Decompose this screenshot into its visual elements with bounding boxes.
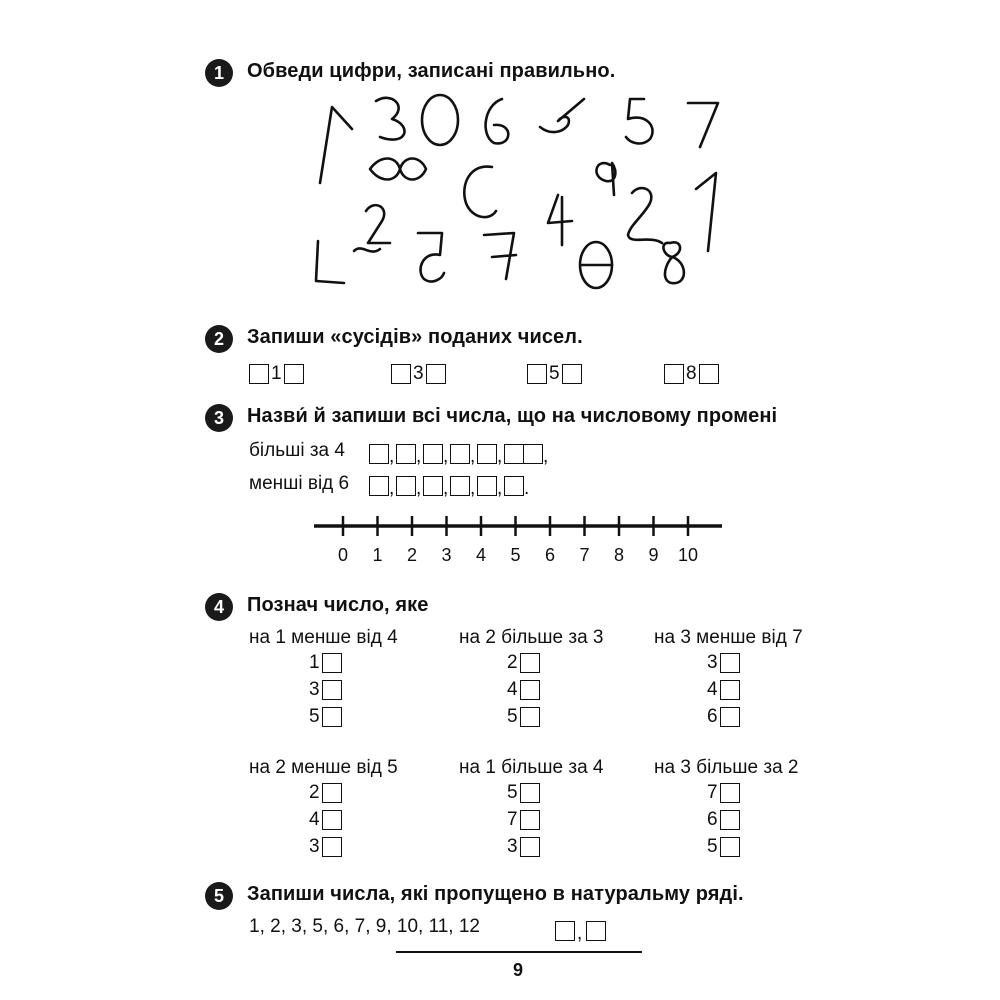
digit-1	[696, 173, 716, 251]
choice-checkbox[interactable]	[322, 707, 342, 727]
choice-checkbox[interactable]	[720, 837, 740, 857]
choice-group-label: на 2 більше за 3	[459, 627, 604, 648]
choice-checkbox[interactable]	[322, 837, 342, 857]
answer-box-right[interactable]	[284, 364, 304, 384]
neighbors-item-4	[664, 363, 719, 385]
choice-option-number: 3	[309, 836, 320, 857]
number-line-label: 9	[648, 545, 659, 565]
choice-option-number: 5	[507, 782, 518, 803]
task-4-number: 4	[205, 593, 233, 621]
number-line-label: 10	[677, 545, 699, 565]
choice-option-number: 7	[707, 782, 718, 803]
choice-checkbox[interactable]	[520, 837, 540, 857]
choice-option[interactable]	[707, 809, 740, 831]
choice-option-number: 4	[507, 679, 518, 700]
neighbor-number: 1	[271, 363, 282, 384]
handwritten-digits-illustration	[300, 85, 740, 305]
period: .	[524, 478, 530, 499]
footer-rule	[396, 951, 642, 953]
number-line-label: 3	[441, 545, 452, 565]
answer-box-right[interactable]	[562, 364, 582, 384]
answer-box-right[interactable]	[699, 364, 719, 384]
digit-mirrored-5	[418, 233, 444, 281]
neighbor-number: 3	[413, 363, 424, 384]
choice-option-number: 3	[309, 679, 320, 700]
number-line-label: 0	[337, 545, 348, 565]
answer-box-left[interactable]	[391, 364, 411, 384]
choice-option[interactable]	[507, 809, 540, 831]
choice-option-number: 6	[707, 809, 718, 830]
neighbors-item-3	[527, 363, 582, 385]
comma: ,	[443, 446, 449, 467]
choice-option[interactable]	[707, 836, 740, 858]
choice-option[interactable]	[309, 679, 342, 701]
choice-option[interactable]	[507, 679, 540, 701]
neighbor-number: 5	[549, 363, 560, 384]
comma: ,	[416, 478, 422, 499]
choice-checkbox[interactable]	[520, 810, 540, 830]
choice-checkbox[interactable]	[322, 783, 342, 803]
answer-box-right[interactable]	[426, 364, 446, 384]
choice-checkbox[interactable]	[720, 783, 740, 803]
choice-group-label: на 1 менше від 4	[249, 627, 398, 648]
choice-checkbox[interactable]	[720, 680, 740, 700]
digit-3	[376, 98, 405, 140]
choice-group-label: на 3 більше за 2	[654, 757, 799, 778]
choice-checkbox[interactable]	[520, 680, 540, 700]
choice-option-number: 3	[507, 836, 518, 857]
letter-c	[464, 167, 496, 218]
comma: ,	[497, 446, 503, 467]
answer-box[interactable]	[504, 476, 524, 496]
task-1-number: 1	[205, 59, 233, 87]
choice-checkbox[interactable]	[520, 653, 540, 673]
choice-option-number: 7	[507, 809, 518, 830]
digit-2-reversed	[628, 188, 662, 243]
answer-box-left[interactable]	[249, 364, 269, 384]
number-line-label: 8	[613, 545, 624, 565]
answer-box[interactable]	[423, 444, 443, 464]
choice-group-label: на 1 більше за 4	[459, 757, 604, 778]
digit-7	[688, 103, 718, 147]
digit-mirrored-2	[540, 99, 584, 132]
comma: ,	[470, 446, 476, 467]
number-line-label: 2	[406, 545, 417, 565]
number-line-label: 1	[372, 545, 383, 565]
answer-box[interactable]	[396, 444, 416, 464]
choice-option[interactable]	[707, 652, 740, 674]
choice-option-number: 4	[707, 679, 718, 700]
page-number: 9	[513, 960, 524, 980]
choice-group-label: на 2 менше від 5	[249, 757, 398, 778]
choice-option-number: 5	[507, 706, 518, 727]
letter-l	[316, 241, 344, 283]
choice-checkbox[interactable]	[322, 680, 342, 700]
choice-option[interactable]	[309, 782, 342, 804]
answer-box[interactable]	[450, 444, 470, 464]
less-than-answers	[369, 473, 531, 499]
answer-box[interactable]	[477, 476, 497, 496]
choice-checkbox[interactable]	[520, 783, 540, 803]
choice-checkbox[interactable]	[720, 707, 740, 727]
answer-box-left[interactable]	[527, 364, 547, 384]
choice-checkbox[interactable]	[322, 653, 342, 673]
greater-than-answers	[369, 441, 550, 467]
digit-4	[548, 195, 572, 245]
missing-numbers-answers	[555, 918, 606, 944]
task-4-title: Познач число, яке	[247, 594, 429, 616]
digit-7-second	[484, 233, 516, 279]
neighbors-item-2	[391, 363, 446, 385]
comma: ,	[577, 923, 583, 944]
choice-option-number: 6	[707, 706, 718, 727]
choice-checkbox[interactable]	[322, 810, 342, 830]
digit-5	[626, 99, 653, 143]
digit-sideways-8	[370, 159, 426, 180]
choice-option[interactable]	[507, 782, 540, 804]
digit-0	[422, 95, 458, 145]
choice-option[interactable]	[309, 836, 342, 858]
number-sequence: 1, 2, 3, 5, 6, 7, 9, 10, 11, 12	[249, 916, 480, 937]
answer-box[interactable]	[450, 476, 470, 496]
neighbors-item-1	[249, 363, 304, 385]
choice-option[interactable]	[507, 836, 540, 858]
choice-option-number: 5	[707, 836, 718, 857]
comma: ,	[470, 478, 476, 499]
answer-box[interactable]	[477, 444, 497, 464]
answer-box[interactable]	[523, 444, 543, 464]
digit-6	[486, 99, 509, 143]
squiggle	[354, 248, 380, 251]
comma: ,	[389, 478, 395, 499]
choice-checkbox[interactable]	[720, 810, 740, 830]
task-5-title: Запиши числа, які пропущено в натуральму ряді.	[247, 883, 744, 905]
neighbor-number: 8	[686, 363, 697, 384]
digit-9	[596, 163, 615, 195]
task-3-title: Назви́ й запиши всі числа, що на числовому промені	[247, 405, 778, 427]
comma: ,	[416, 446, 422, 467]
number-line-label: 5	[510, 545, 521, 565]
number-line-label: 7	[579, 545, 590, 565]
choice-option-number: 2	[309, 782, 320, 803]
task-3-number: 3	[205, 404, 233, 432]
task-2-title: Запиши «сусідів» поданих чисел.	[247, 326, 583, 348]
choice-checkbox[interactable]	[720, 653, 740, 673]
choice-option-number: 1	[309, 652, 320, 673]
answer-box[interactable]	[369, 444, 389, 464]
choice-option[interactable]	[309, 652, 342, 674]
choice-option[interactable]	[707, 782, 740, 804]
choice-checkbox[interactable]	[520, 707, 540, 727]
choice-option[interactable]	[507, 652, 540, 674]
choice-option-number: 3	[707, 652, 718, 673]
number-line-label: 4	[475, 545, 486, 565]
choice-option-number: 2	[507, 652, 518, 673]
choice-option-number: 5	[309, 706, 320, 727]
number-line	[310, 512, 730, 542]
answer-box-left[interactable]	[664, 364, 684, 384]
answer-box[interactable]	[396, 476, 416, 496]
comma: ,	[497, 478, 503, 499]
comma: ,	[443, 478, 449, 499]
answer-box[interactable]	[504, 444, 524, 464]
choice-option[interactable]	[309, 706, 342, 728]
less-than-label: менші від 6	[249, 473, 350, 494]
choice-option-number: 4	[309, 809, 320, 830]
choice-option[interactable]	[309, 809, 342, 831]
task-5-number: 5	[205, 882, 233, 910]
number-line-label: 6	[544, 545, 555, 565]
answer-box[interactable]	[423, 476, 443, 496]
greater-than-label: більші за 4	[249, 440, 345, 461]
digit-8	[663, 242, 683, 283]
task-1-title: Обведи цифри, записані правильно.	[247, 60, 616, 82]
choice-option[interactable]	[707, 679, 740, 701]
comma: ,	[543, 446, 549, 467]
task-2-number: 2	[205, 325, 233, 353]
answer-box[interactable]	[555, 921, 575, 941]
choice-option[interactable]	[707, 706, 740, 728]
comma: ,	[389, 446, 395, 467]
choice-option[interactable]	[507, 706, 540, 728]
answer-box[interactable]	[586, 921, 606, 941]
digit-2	[366, 205, 390, 243]
digit-mirrored-1	[320, 107, 352, 183]
answer-box[interactable]	[369, 476, 389, 496]
choice-group-label: на 3 менше від 7	[654, 627, 803, 648]
